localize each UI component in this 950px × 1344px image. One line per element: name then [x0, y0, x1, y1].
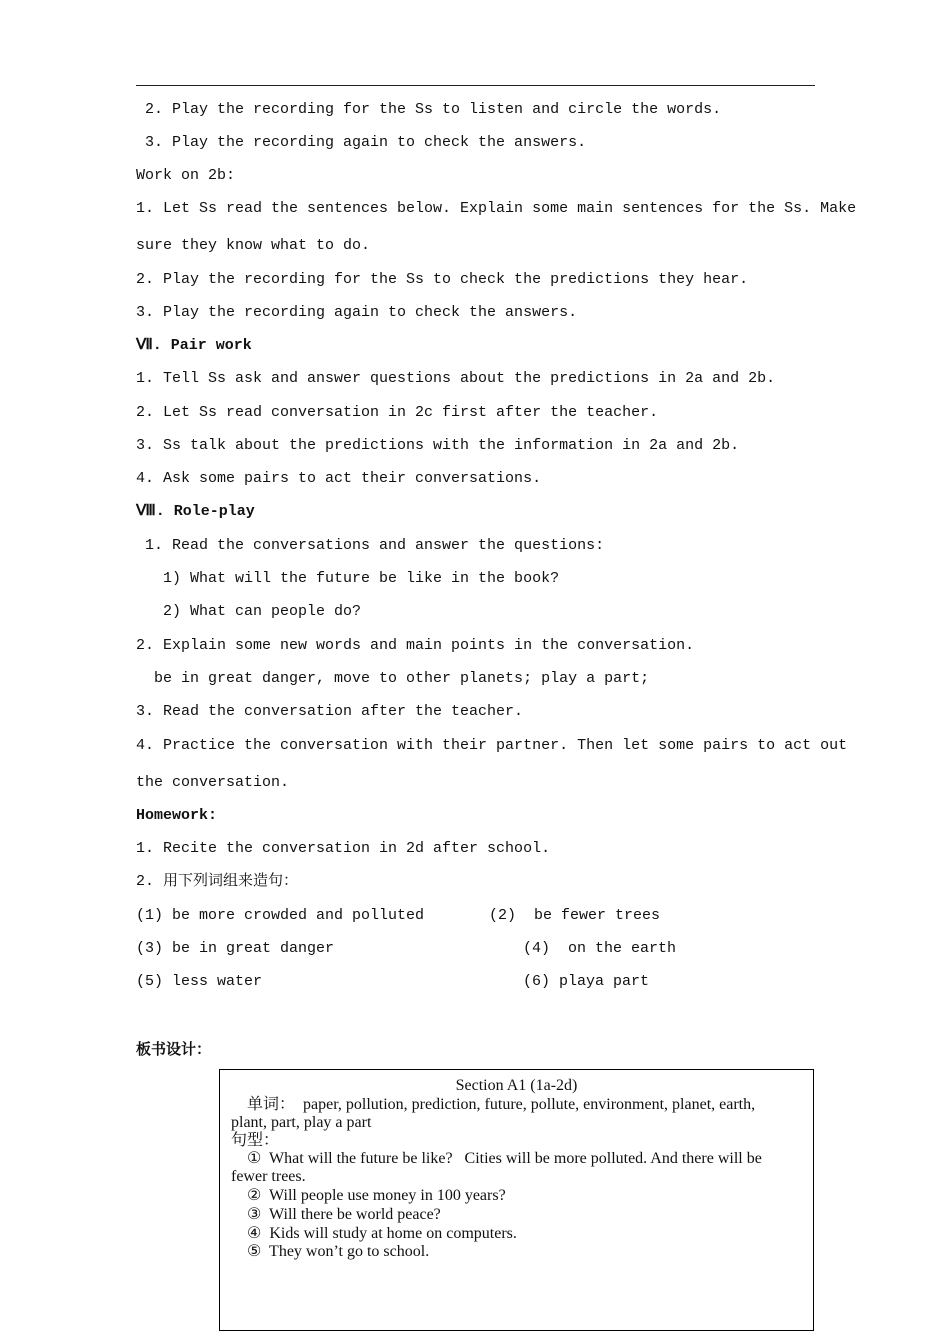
step-line: 1. Read the conversations and answer the questions:: [136, 537, 605, 554]
homework-item: 1. Recite the conversation in 2d after school.: [136, 840, 551, 857]
phrase-item: (6) playa part: [523, 973, 650, 990]
board-sentence: ④ Kids will study at home on computers.: [231, 1225, 517, 1242]
board-sentence: ⑤ They won’t go to school.: [231, 1243, 430, 1260]
board-words: plant, part, play a part: [231, 1114, 372, 1131]
board-sentence: fewer trees.: [231, 1168, 306, 1185]
section-heading: Ⅷ. Role-play: [136, 503, 255, 520]
question-line: 2) What can people do?: [136, 603, 362, 620]
step-line: 3. Play the recording again to check the answers.: [136, 134, 587, 151]
section-heading: Ⅶ. Pair work: [136, 337, 252, 354]
step-line: 2. Play the recording for the Ss to check the predictions they hear.: [136, 271, 749, 288]
board-title: Section A1 (1a-2d): [455, 1077, 578, 1094]
phrase-item: (1) be more crowded and polluted: [136, 907, 425, 924]
step-line: 4. Practice the conversation with their partner. Then let some pairs to act out: [136, 737, 848, 754]
phrase-item: (5) less water: [136, 973, 263, 990]
board-sentence-heading: 句型：: [231, 1132, 280, 1149]
step-line: 1. Let Ss read the sentences below. Explain some main sentences for the Ss. Make: [136, 200, 857, 217]
phrase-item: (2) be fewer trees: [489, 907, 661, 924]
board-sentence: ③ Will there be world peace?: [231, 1206, 441, 1223]
question-line: 1) What will the future be like in the book?: [136, 570, 560, 587]
step-line: 2. Let Ss read conversation in 2c first after the teacher.: [136, 404, 659, 421]
phrase-item: (4) on the earth: [523, 940, 677, 957]
step-line: 2. Explain some new words and main points in the conversation.: [136, 637, 695, 654]
homework-item: 2. 用下列词组来造句：: [136, 873, 299, 890]
step-line: 2. Play the recording for the Ss to listen and circle the words.: [136, 101, 722, 118]
step-line: 3. Read the conversation after the teacher.: [136, 703, 524, 720]
step-line: sure they know what to do.: [136, 237, 371, 254]
phrase-line: be in great danger, move to other planets; play a part;: [136, 670, 650, 687]
step-line: 4. Ask some pairs to act their conversations.: [136, 470, 542, 487]
board-words: 单词： paper, pollution, prediction, future, pollute, environment, planet, earth,: [231, 1096, 756, 1113]
step-line: 3. Play the recording again to check the answers.: [136, 304, 578, 321]
header-rule: [136, 85, 815, 86]
step-line: 1. Tell Ss ask and answer questions about the predictions in 2a and 2b.: [136, 370, 776, 387]
board-sentence: ① What will the future be like? Cities will be more polluted. And there will be: [231, 1150, 762, 1167]
board-sentence: ② Will people use money in 100 years?: [231, 1187, 506, 1204]
homework-heading: Homework:: [136, 807, 218, 824]
section-label: Work on 2b:: [136, 167, 236, 184]
phrase-item: (3) be in great danger: [136, 940, 335, 957]
blackboard-design-box: [219, 1069, 814, 1331]
step-line: 3. Ss talk about the predictions with the information in 2a and 2b.: [136, 437, 740, 454]
board-design-heading: 板书设计：: [136, 1040, 212, 1058]
step-line: the conversation.: [136, 774, 290, 791]
